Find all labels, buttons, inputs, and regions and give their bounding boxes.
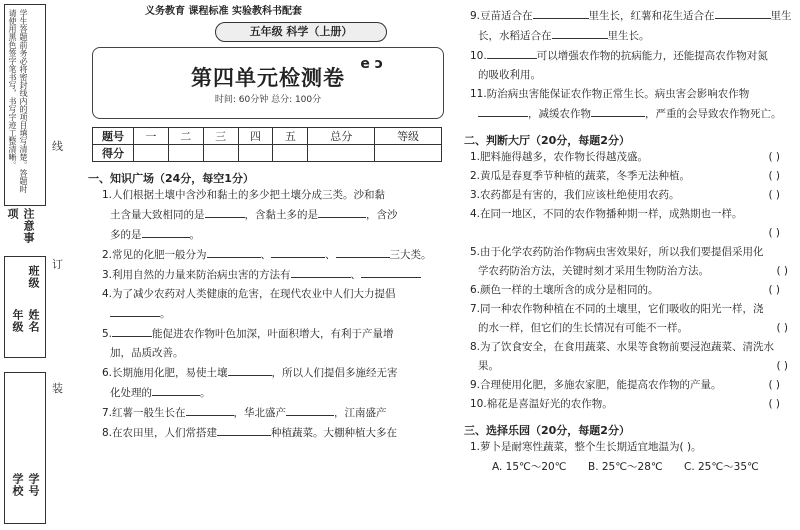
answer-blank[interactable]: [186, 403, 234, 416]
answer-blank[interactable]: [142, 225, 190, 238]
answer-blank[interactable]: [487, 46, 537, 59]
answer-paren[interactable]: ( ): [776, 322, 788, 334]
answer-blank[interactable]: [286, 403, 334, 416]
answer-blank[interactable]: [207, 245, 261, 258]
page-title: 第四单元检测卷: [191, 66, 345, 90]
judge-9: 9.合理使用化肥，多施农家肥，能提高农作物的产量。 ( ): [470, 376, 794, 395]
choice-1: 1.萝卜是耐寒性蔬菜，整个生长期适宜地温为( )。: [470, 441, 702, 453]
notice-text: 学生答题前务必将密封线内的项目填写清楚。答题时请使用黑色签字笔书写，书写字迹工整清晰。: [8, 9, 28, 193]
notice-box: [4, 4, 46, 206]
judge-10: 10.棉花是喜温好光的农作物。 ( ): [470, 395, 794, 414]
decoration-mark: e ɔ: [360, 56, 383, 72]
answer-blank[interactable]: [336, 245, 390, 258]
judge-7: 7.同一种农作物种植在不同的土壤里，它们吸收的阳光一样，浇: [470, 303, 764, 315]
grade-label: 五年级 科学（上册）: [215, 22, 387, 42]
score-cell: 得分: [93, 145, 134, 162]
option-b[interactable]: B. 25℃～28℃: [588, 461, 663, 473]
answer-blank[interactable]: [152, 383, 200, 396]
answer-blank[interactable]: [533, 6, 589, 19]
judge-3: 3.农药都是有害的，我们应该杜绝使用农药。 ( ): [470, 186, 794, 205]
score-cell: 总分: [308, 128, 375, 145]
section-1-heading: 一、知识广场（24分，每空1分）: [88, 172, 254, 185]
school-box: [4, 372, 46, 524]
score-input[interactable]: [375, 145, 442, 162]
answer-paren[interactable]: ( ): [768, 170, 780, 182]
score-input[interactable]: [273, 145, 308, 162]
field-school: 学校: [11, 473, 24, 497]
notice-label: 注意事项: [6, 208, 35, 244]
answer-blank[interactable]: [478, 104, 528, 117]
answer-blank[interactable]: [205, 205, 245, 218]
left-column: [88, 0, 450, 443]
answer-paren[interactable]: ( ): [768, 398, 780, 410]
question-9: 9.豆苗适合在 里生长，红薯和花生适合在 里生 长，水稻适合在 里生长。: [470, 6, 794, 46]
question-3: 3.利用自然的力量来防治病虫害的方法有 、: [102, 265, 450, 285]
question-2: 2.常见的化肥一般分为 、 、 三大类。: [102, 245, 450, 265]
series-text: 义务教育 课程标准 实验教科书配套: [145, 6, 302, 17]
score-cell: 三: [203, 128, 238, 145]
right-column: [464, 6, 794, 477]
score-cell: 二: [168, 128, 203, 145]
question-6: 6.长期施用化肥，易使土壤 ，所以人们提倡多施经无害 化处理的 。: [102, 363, 450, 403]
seal-pack-mark: 装: [52, 382, 63, 395]
judge-1: 1.肥料施得越多，农作物长得越茂盛。 ( ): [470, 148, 794, 167]
score-cell: 五: [273, 128, 308, 145]
section-2-heading: 二、判断大厅（20分，每题2分）: [464, 134, 630, 147]
field-grade: 年级: [11, 309, 24, 333]
title-box: [92, 47, 444, 119]
score-table: [92, 127, 442, 162]
answer-blank[interactable]: [112, 324, 152, 337]
field-number: 学号: [27, 473, 40, 497]
answer-blank[interactable]: [552, 26, 608, 39]
answer-blank[interactable]: [591, 104, 645, 117]
score-input[interactable]: [203, 145, 238, 162]
score-value-row: [93, 145, 442, 162]
judge-4-paren-row: [470, 224, 794, 243]
answer-blank[interactable]: [110, 304, 160, 317]
judge-7-cont: 的水一样，但它们的生长情况有可能不一样。 ( ): [478, 319, 794, 338]
binding-margin: [0, 0, 50, 530]
judge-8-cont: 果。 ( ): [478, 357, 794, 376]
field-class: 班级: [27, 265, 40, 289]
judge-8: 8.为了饮食安全，在食用蔬菜、水果等食物前要浸泡蔬菜、清洗水: [470, 341, 775, 353]
answer-paren[interactable]: ( ): [768, 151, 780, 163]
score-cell: 一: [134, 128, 169, 145]
answer-blank[interactable]: [271, 245, 325, 258]
answer-blank[interactable]: [715, 6, 771, 19]
answer-blank[interactable]: [318, 205, 366, 218]
answer-paren[interactable]: ( ): [768, 284, 780, 296]
judge-6: 6.颜色一样的土壤所含的成分是相同的。 ( ): [470, 281, 794, 300]
judge-5-cont: 学农药防治方法，关键时刻才采用生物防治方法。 ( ): [478, 262, 794, 281]
answer-paren[interactable]: ( ): [768, 227, 780, 239]
score-header-row: [93, 128, 442, 145]
question-11: 11.防治病虫害能保证农作物正常生长。病虫害会影响农作物 ，减缓农作物 ，严重的会导致农作物死亡。: [470, 88, 782, 120]
seal-bind-mark: 订: [52, 258, 63, 271]
answer-blank[interactable]: [228, 363, 272, 376]
question-5: 5. 能促进农作物叶色加深，叶面积增大，有利于产量增 加，品质改善。: [102, 324, 450, 363]
answer-blank[interactable]: [291, 265, 351, 278]
judge-2: 2.黄瓜是春夏季节种植的蔬菜，冬季无法种植。 ( ): [470, 167, 794, 186]
judge-5: 5.由于化学农药防治作物病虫害效果好，所以我们要提倡采用化: [470, 246, 764, 258]
option-c[interactable]: C. 25℃～35℃: [684, 461, 759, 473]
class-box: [4, 256, 46, 358]
score-cell: 题号: [93, 128, 134, 145]
answer-paren[interactable]: ( ): [768, 189, 780, 201]
answer-paren[interactable]: ( ): [776, 265, 788, 277]
question-4: 4.为了减少农药对人类健康的危害，在现代农业中人们大力提倡 。: [102, 288, 396, 320]
choice-1-options: [492, 457, 794, 477]
question-8: 8.在农田里，人们常搭建 种植蔬菜。大棚种植大多在: [102, 423, 450, 443]
score-input[interactable]: [238, 145, 273, 162]
score-cell: 等级: [375, 128, 442, 145]
answer-blank[interactable]: [217, 423, 271, 436]
header-banner: [110, 0, 450, 47]
section-3-heading: 三、选择乐园（20分，每题2分）: [464, 424, 630, 437]
answer-paren[interactable]: ( ): [776, 360, 788, 372]
score-cell: 四: [238, 128, 273, 145]
judge-4: 4.在同一地区，不同的农作物播种期一样，成熟期也一样。: [470, 208, 743, 220]
field-name: 姓名: [27, 309, 40, 333]
score-input[interactable]: [134, 145, 169, 162]
question-10: 10. 可以增强农作物的抗病能力，还能提高农作物对氮 的吸收利用。: [470, 46, 794, 85]
question-1: 1.人们根据土壤中含沙和黏土的多少把土壤分成三类。沙和黏 土含量大致相同的是 ，含黏土多的是 ，含沙 多的是 。: [102, 189, 398, 241]
score-input[interactable]: [168, 145, 203, 162]
exam-meta: 时间: 60分钟 总分: 100分: [214, 95, 322, 105]
seal-line-mark: 线: [52, 140, 63, 153]
option-a[interactable]: A. 15℃～20℃: [492, 461, 567, 473]
question-7: 7.红薯一般生长在 ，华北盛产 ，江南盛产: [102, 403, 450, 423]
score-input[interactable]: [308, 145, 375, 162]
answer-paren[interactable]: ( ): [768, 379, 780, 391]
answer-blank[interactable]: [361, 265, 421, 278]
